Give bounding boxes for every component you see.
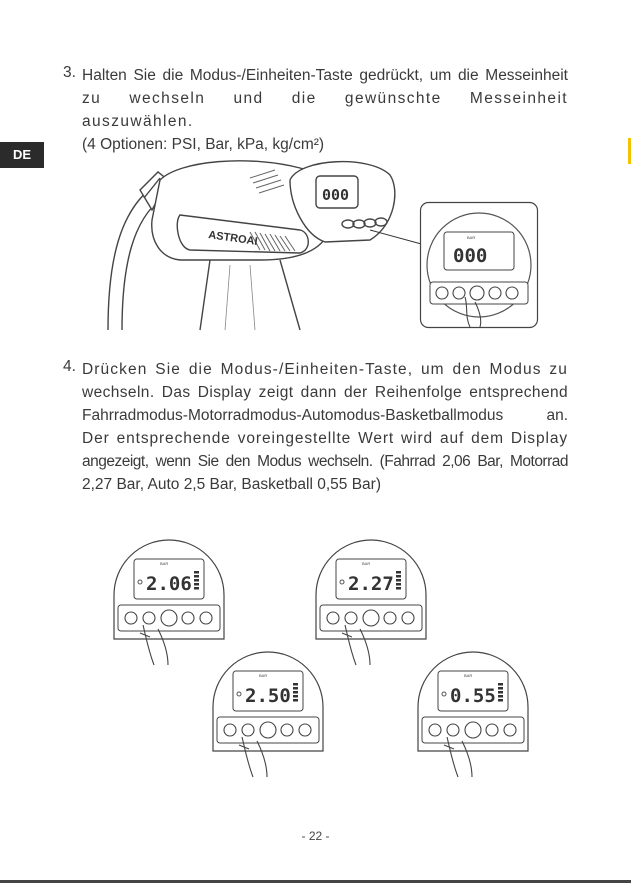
mode-panel: [312, 537, 430, 667]
step-3-line: zu wechseln und die gewünschte Messeinheit auszuwählen.: [82, 90, 568, 130]
panel-display-value: 2.06: [146, 573, 192, 595]
step-4-line: Fahrradmodus-Motorradmodus-Automodus-Basketballmodus an.: [82, 407, 568, 424]
mode-panel: [414, 649, 532, 779]
step-3-number: 3.: [63, 64, 76, 81]
panel-display-value: 0.55: [450, 685, 496, 707]
panel-unit-label: BAR: [362, 561, 371, 566]
step-4-line: angezeigt, wenn Sie den Modus wechseln. (Fahrrad 2,06 Bar, Motorrad: [82, 453, 568, 470]
step-4-line: Der entsprechende voreingestellte Wert wird auf dem Display: [82, 430, 568, 447]
step-3-text: [82, 64, 568, 156]
brand-logo: ASTROAI: [207, 229, 259, 248]
panel-display-value: 2.50: [245, 685, 291, 707]
zoom-unit-label: BAR: [467, 235, 476, 240]
step-4-line: wechseln. Das Display zeigt dann der Reihenfolge entsprechend: [82, 384, 568, 401]
mode-panel: [110, 537, 228, 667]
step-4-line: Drücken Sie die Modus-/Einheiten-Taste, um den Modus zu: [82, 361, 568, 378]
panel-display-value: 2.27: [348, 573, 394, 595]
page-number: - 22 -: [301, 829, 330, 843]
panel-unit-label: BAR: [160, 561, 169, 566]
step-3-line: (4 Optionen: PSI, Bar, kPa, kg/cm²): [82, 136, 325, 153]
zoom-panel: [420, 202, 538, 328]
step-3-line: Halten Sie die Modus-/Einheiten-Taste gedrückt, um die Messeinheit: [82, 67, 568, 84]
language-tab: DE: [0, 142, 44, 168]
step-4-number: 4.: [63, 358, 76, 375]
panel-unit-label: BAR: [464, 673, 473, 678]
zoom-display-value: 000: [453, 245, 488, 267]
device-screen-value: 000: [322, 186, 350, 204]
panel-unit-label: BAR: [259, 673, 268, 678]
step-4-text: [82, 358, 568, 496]
inflator-illustration: [100, 150, 420, 330]
step-4-line: 2,27 Bar, Auto 2,5 Bar, Basketball 0,55 Bar): [82, 476, 381, 493]
mode-panel: [209, 649, 327, 779]
